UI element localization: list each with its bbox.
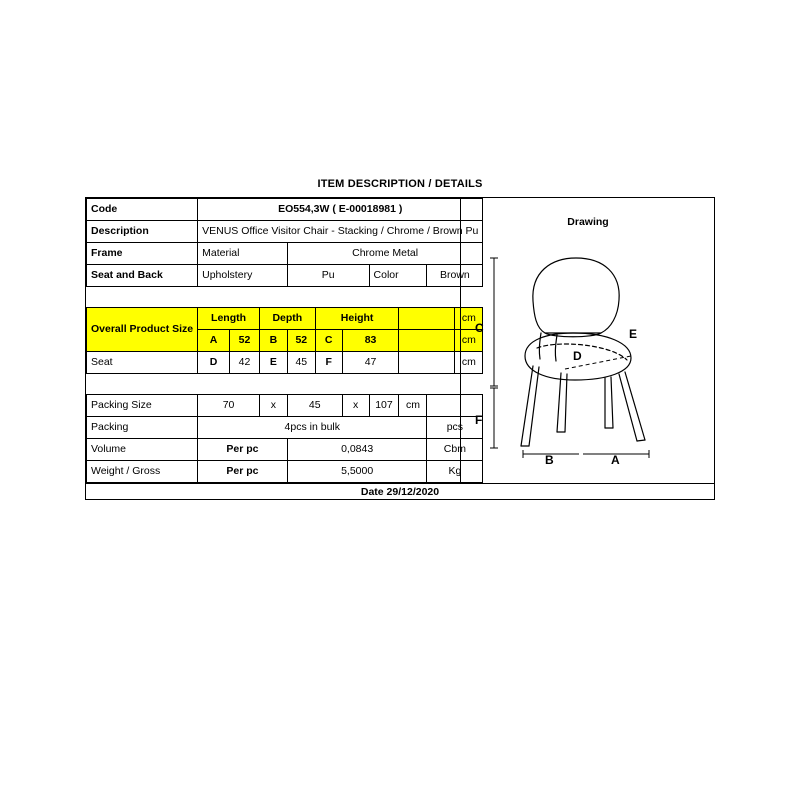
code-label: Code: [87, 199, 198, 221]
specification-table: [86, 198, 483, 483]
volume-label: Volume: [87, 439, 198, 461]
packing-size-label: Packing Size: [87, 395, 198, 417]
seat-f-key: F: [315, 352, 342, 374]
height-header: Height: [315, 308, 399, 330]
table-spacer-2: [87, 374, 483, 395]
table-spacer: [87, 287, 483, 308]
table-row-volume: [87, 439, 483, 461]
label-e: E: [629, 327, 638, 341]
packing-size-length: 70: [198, 395, 260, 417]
frame-material-value: Chrome Metal: [287, 243, 483, 265]
table-row-packing-size: [87, 395, 483, 417]
label-f: F: [475, 413, 483, 427]
length-key: A: [198, 330, 230, 352]
color-value: Brown: [427, 265, 483, 287]
seat-label: Seat: [87, 352, 198, 374]
depth-value: 52: [287, 330, 315, 352]
packing-unit: pcs: [427, 417, 483, 439]
label-c: C: [475, 321, 484, 335]
date-line: Date 29/12/2020: [86, 483, 714, 499]
weight-value: 5,5000: [287, 461, 427, 483]
packing-label: Packing: [87, 417, 198, 439]
description-value: VENUS Office Visitor Chair - Stacking / Chrome / Brown Pu: [198, 221, 483, 243]
packing-size-x2: x: [342, 395, 369, 417]
depth-header: Depth: [259, 308, 315, 330]
weight-per: Per pc: [198, 461, 288, 483]
seat-f-value: 47: [342, 352, 399, 374]
frame-label: Frame: [87, 243, 198, 265]
code-value: EO554,3W ( E-00018981 ): [198, 199, 483, 221]
chair-technical-drawing: [461, 236, 715, 481]
overall-unit: cm: [455, 308, 483, 330]
upholstery-label: Upholstery: [198, 265, 288, 287]
seat-blank: [399, 352, 455, 374]
table-row-seat: [87, 352, 483, 374]
table-row-description: [87, 221, 483, 243]
drawing-panel: [460, 198, 714, 483]
seat-d-key: D: [198, 352, 230, 374]
table-row-weight: [87, 461, 483, 483]
table-row-code: [87, 199, 483, 221]
page-title: ITEM DESCRIPTION / DETAILS: [317, 178, 483, 190]
weight-unit: Kg: [427, 461, 483, 483]
seat-and-back-label: Seat and Back: [87, 265, 198, 287]
table-row-overall-headers: [87, 308, 483, 330]
overall-size-label: Overall Product Size: [87, 308, 198, 352]
length-header: Length: [198, 308, 260, 330]
seat-unit: cm: [455, 352, 483, 374]
table-row-packing: [87, 417, 483, 439]
volume-per: Per pc: [198, 439, 288, 461]
overall-unit-2: cm: [455, 330, 483, 352]
upholstery-value: Pu: [287, 265, 369, 287]
packing-size-width: 45: [287, 395, 342, 417]
seat-e-key: E: [259, 352, 287, 374]
frame-material-label: Material: [198, 243, 288, 265]
label-a: A: [611, 453, 620, 467]
volume-value: 0,0843: [287, 439, 427, 461]
color-label: Color: [369, 265, 427, 287]
packing-size-height: 107: [369, 395, 399, 417]
label-b: B: [545, 453, 554, 467]
height-key: C: [315, 330, 342, 352]
weight-label: Weight / Gross: [87, 461, 198, 483]
packing-size-x1: x: [259, 395, 287, 417]
overall-value-blank: [399, 330, 455, 352]
label-d: D: [573, 349, 582, 363]
packing-value: 4pcs in bulk: [198, 417, 427, 439]
volume-unit: Cbm: [427, 439, 483, 461]
height-value: 83: [342, 330, 399, 352]
seat-d-value: 42: [230, 352, 260, 374]
packing-size-unit: cm: [399, 395, 427, 417]
drawing-title: Drawing: [567, 216, 609, 228]
description-label: Description: [87, 221, 198, 243]
length-value: 52: [230, 330, 260, 352]
table-row-frame: [87, 243, 483, 265]
seat-e-value: 45: [287, 352, 315, 374]
depth-key: B: [259, 330, 287, 352]
overall-header-blank: [399, 308, 455, 330]
table-row-seat-and-back: [87, 265, 483, 287]
